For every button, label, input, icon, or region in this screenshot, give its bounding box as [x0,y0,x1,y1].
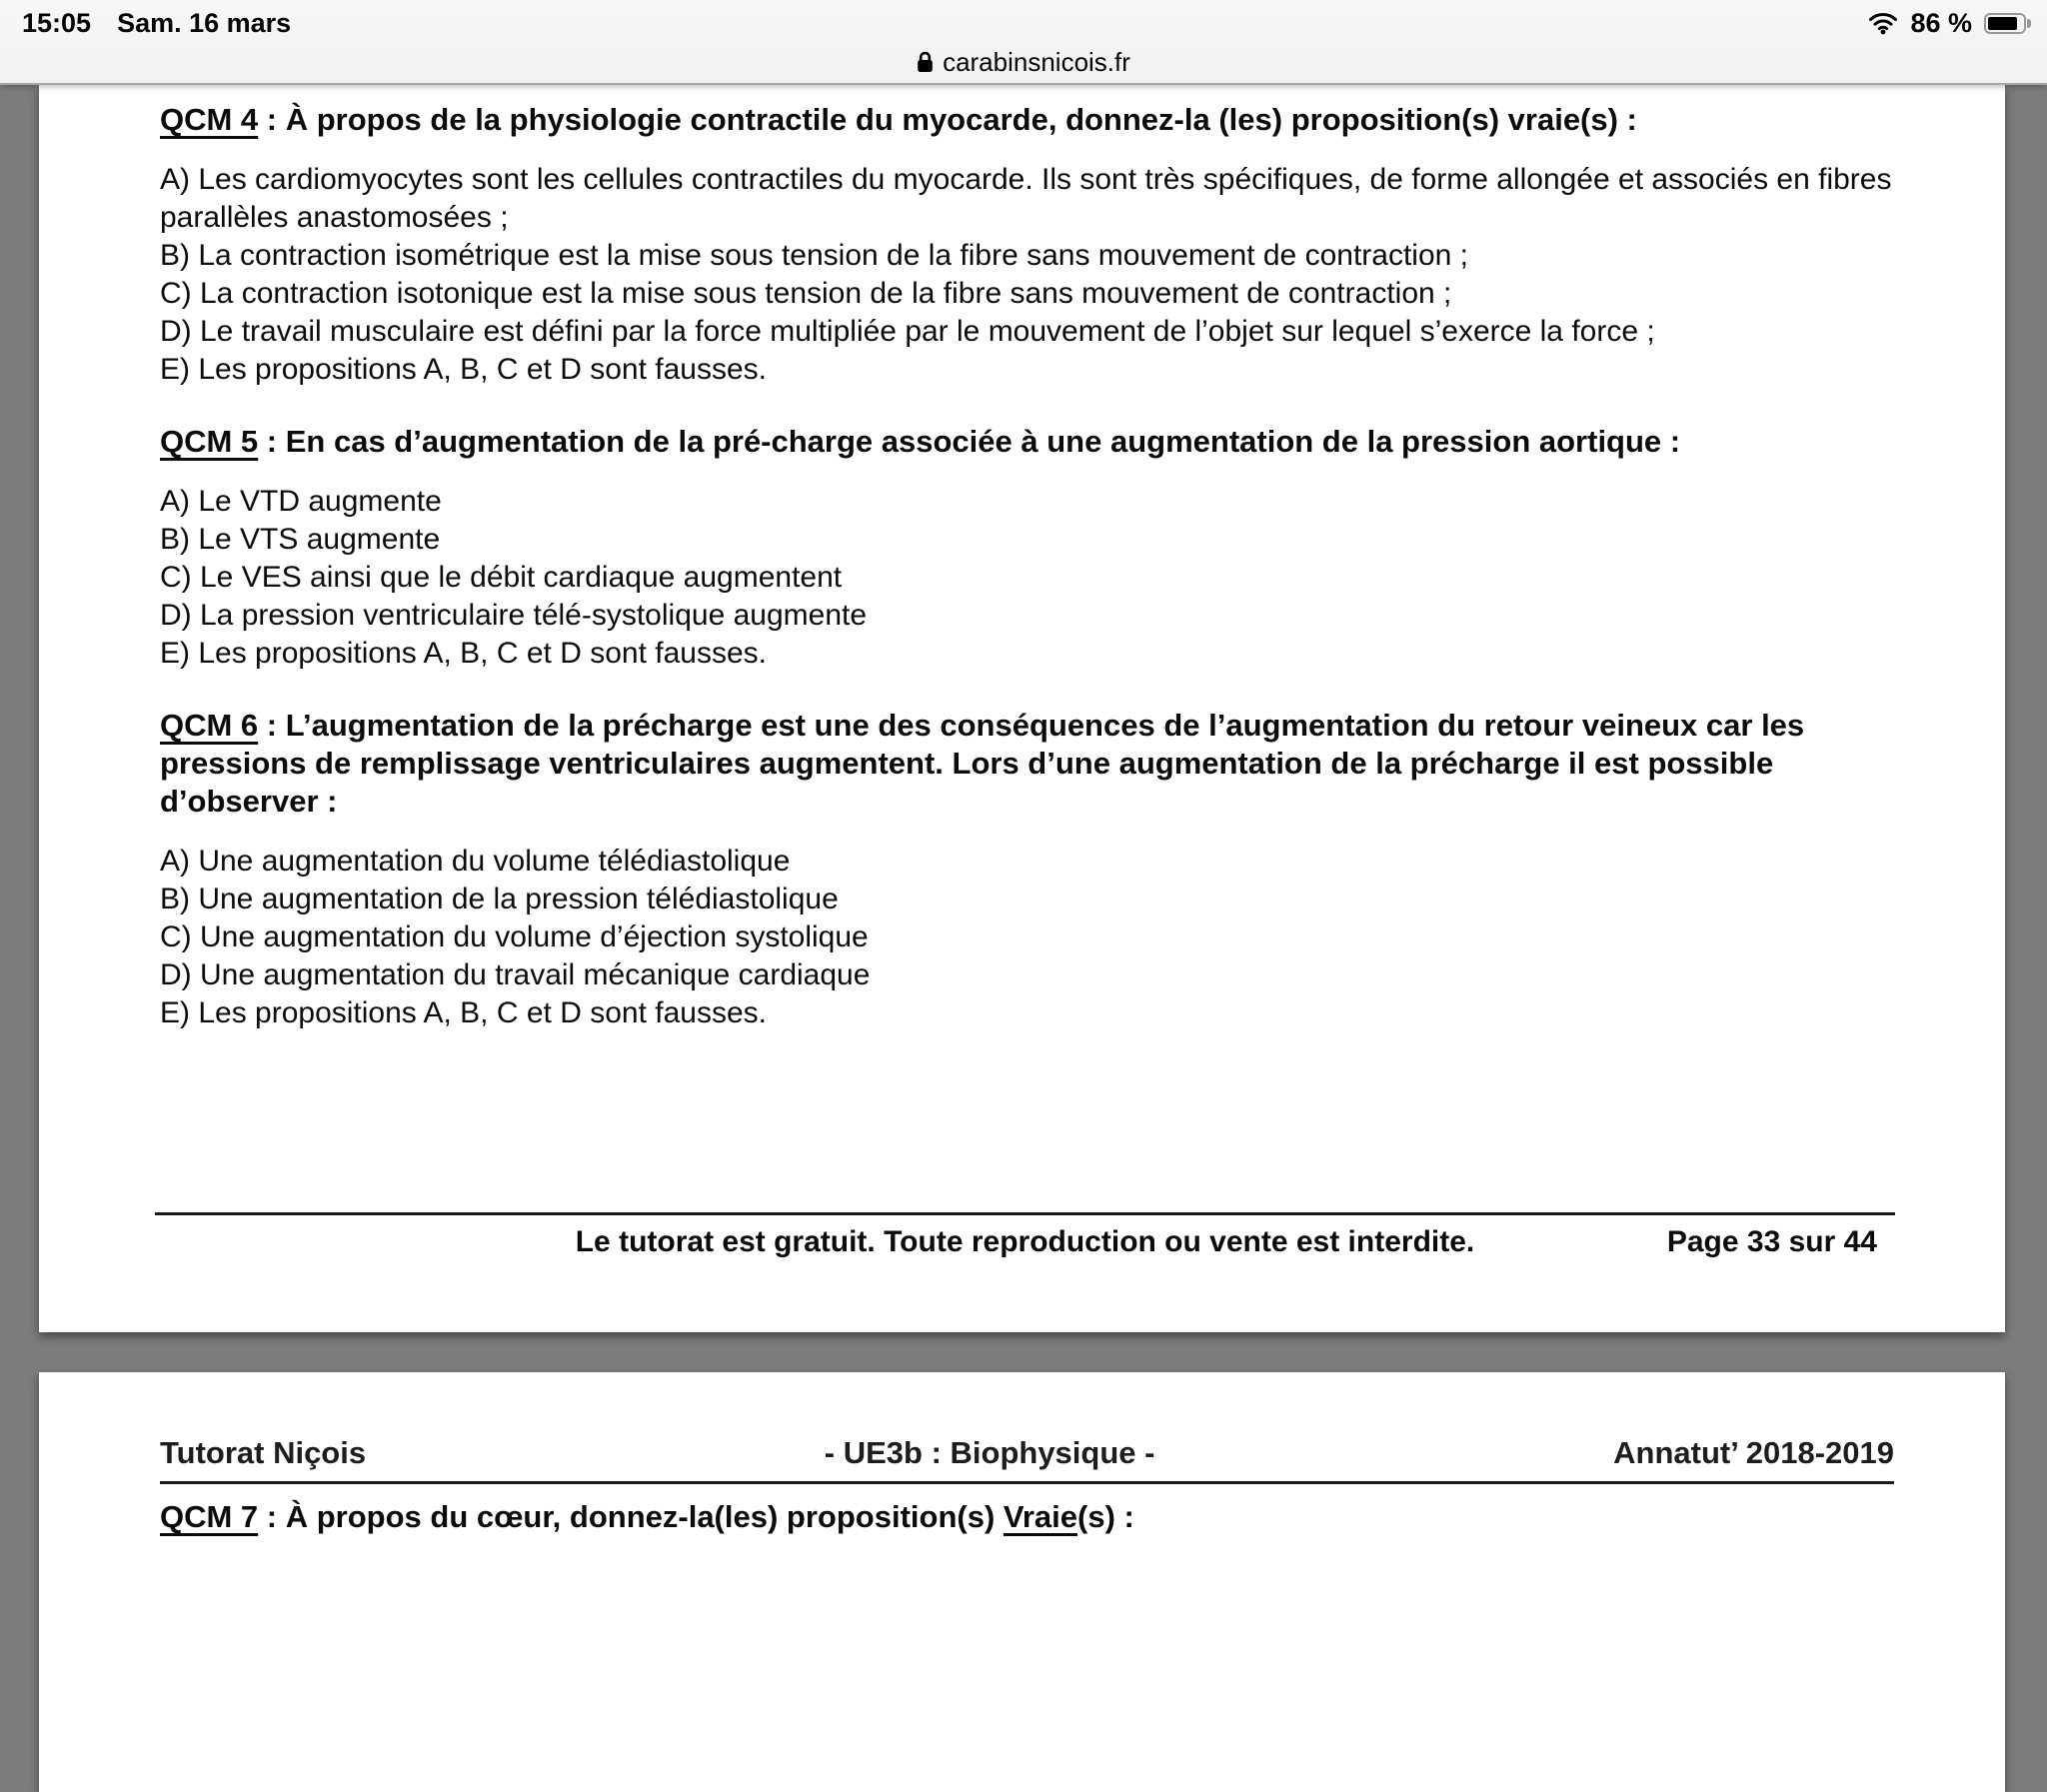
qcm-option-b: B) Une augmentation de la pression télédiastolique [160,883,839,915]
qcm-option-c: C) Le VES ainsi que le débit cardiaque augmentent [160,561,843,594]
page-34-header [160,1434,1894,1484]
header-left: Tutorat Niçois [160,1435,367,1470]
qcm-option-e: E) Les propositions A, B, C et D sont fausses. [160,996,767,1029]
header-right: Annatut’ 2018-2019 [1613,1435,1894,1470]
qcm-4-options [160,161,1899,389]
status-date: Sam. 16 mars [117,7,292,38]
wifi-icon [1868,11,1898,35]
qcm-5-label: QCM 5 [160,424,259,459]
page-33-content [39,85,2005,1032]
qcm-6-heading [160,707,1899,821]
qcm-option-c: C) Une augmentation du volume d’éjection systolique [160,920,869,953]
qcm-6-options [160,843,1899,1032]
qcm-option-b: B) Le VTS augmente [160,523,441,556]
qcm-option-d: D) Le travail musculaire est défini par la force multipliée par le mouvement de l’objet sur lequel s’exerce la force ; [160,315,1655,348]
footer-page-number: Page 33 sur 44 [1666,1225,1877,1258]
pdf-page-33 [39,85,2005,1332]
battery-percent: 86 % [1910,7,1972,38]
qcm-7-intro: : À propos du cœur, donnez-la(les) proposition(s) [258,1499,1004,1534]
qcm-4-block [160,101,1899,389]
qcm-6-intro: : L’augmentation de la précharge est une des conséquences de l’augmentation du retour veineux car les pressions de remplissage ventriculaires augmentent. Lors d’une augmentation de la précharge il est possible d’observer : [160,708,1805,819]
qcm-5-heading [160,423,1899,461]
qcm-7-label: QCM 7 [160,1499,259,1534]
header-center: - UE3b : Biophysique - [824,1435,1155,1470]
qcm-4-label: QCM 4 [160,102,259,137]
qcm-6-block [160,707,1899,1032]
qcm-5-options [160,483,1899,673]
safari-chrome [0,0,2047,85]
qcm-5-block [160,423,1899,673]
qcm-option-d: D) Une augmentation du travail mécanique cardiaque [160,958,871,991]
status-right [1868,8,2031,39]
footer-row [155,1223,1895,1261]
battery-fill [1988,17,2017,30]
qcm-option-a: A) Le VTD augmente [160,485,442,518]
footer-notice: Le tutorat est gratuit. Toute reproduction ou vente est interdite. [575,1225,1475,1258]
qcm-4-heading [160,101,1899,139]
qcm-5-intro: : En cas d’augmentation de la pré-charge associée à une augmentation de la pression aortique : [258,424,1681,459]
url-text: carabinsnicois.fr [943,46,1130,77]
pdf-viewer[interactable] [0,85,2047,1535]
qcm-6-label: QCM 6 [160,708,259,743]
status-left [22,8,291,39]
status-bar [0,0,2047,42]
qcm-4-intro: : À propos de la physiologie contractile du myocarde, donnez-la (les) proposition(s) vraie(s) : [258,102,1637,137]
status-time: 15:05 [22,7,92,38]
lock-icon [917,50,934,74]
qcm-option-c: C) La contraction isotonique est la mise sous tension de la fibre sans mouvement de contraction ; [160,277,1452,310]
page-footer [155,1212,1895,1261]
qcm-option-a: A) Une augmentation du volume télédiastolique [160,845,791,878]
qcm-7-vraie: Vraie [1003,1499,1078,1534]
qcm-option-b: B) La contraction isométrique est la mise sous tension de la fibre sans mouvement de contraction ; [160,239,1468,272]
qcm-option-e: E) Les propositions A, B, C et D sont fausses. [160,637,767,670]
qcm-option-d: D) La pression ventriculaire télé-systolique augmente [160,599,868,632]
qcm-option-e: E) Les propositions A, B, C et D sont fausses. [160,353,767,386]
battery-body [1984,13,2026,34]
battery-icon [1984,13,2031,34]
address-bar[interactable] [0,42,2047,82]
pdf-page-34 [39,1372,2005,1792]
qcm-7-heading [160,1498,1899,1536]
qcm-7-tail: (s) : [1077,1499,1134,1534]
qcm-option-a: A) Les cardiomyocytes sont les cellules contractiles du myocarde. Ils sont très spécifiques, de forme allongée et associés en fibres parallèles anastomosées ; [160,163,1892,234]
battery-nub [2027,19,2031,28]
